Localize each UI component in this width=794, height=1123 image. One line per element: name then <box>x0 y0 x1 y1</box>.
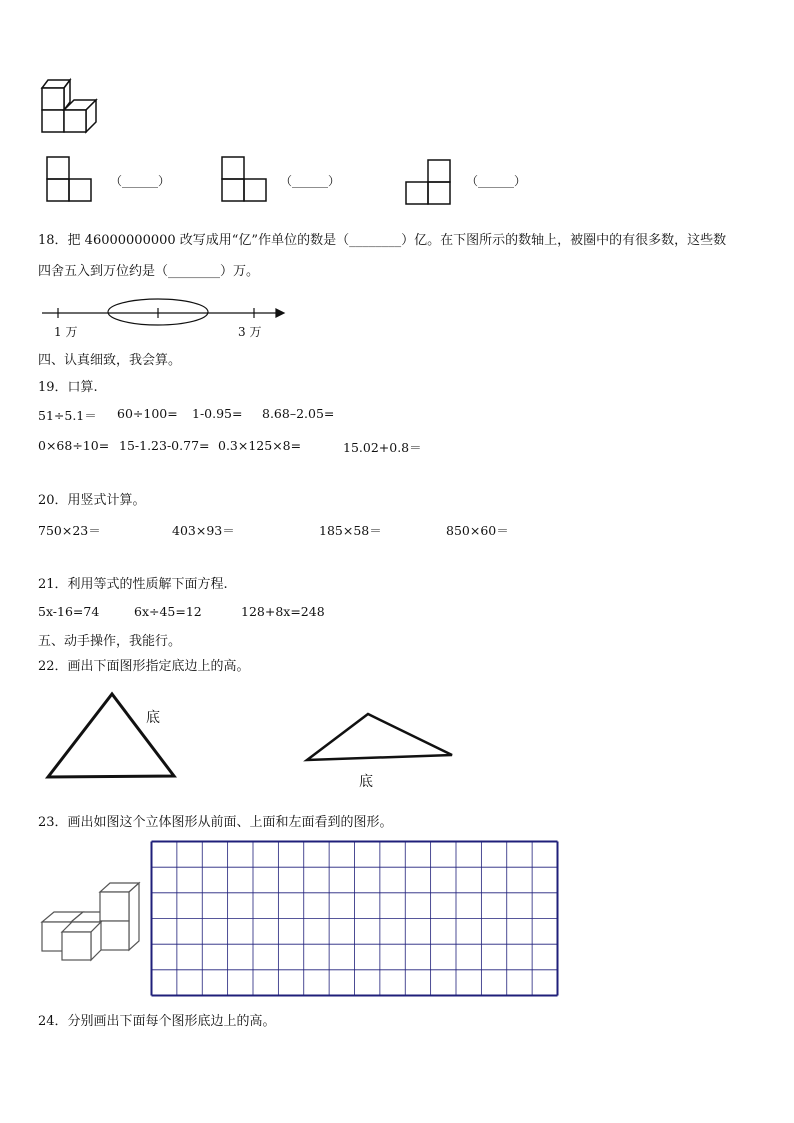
axis-label-left: 1 万 <box>54 325 78 339</box>
q19-row1-item1: 51÷5.1＝ <box>38 408 97 423</box>
q23-title: 23．画出如图这个立体图形从前面、上面和左面看到的图形。 <box>38 815 393 830</box>
q21-item2: 6x÷45=12 <box>134 604 202 619</box>
section4-title: 四、认真细致，我会算。 <box>38 353 182 368</box>
q21-item1: 5x-16=74 <box>38 604 100 619</box>
q18-line1: 18．把 46000000000 改写成用“亿”作单位的数是（________）亿。在下图所示的数轴上，被圈中的有很多数，这些数 <box>38 233 727 248</box>
q20-item3: 185×58＝ <box>319 523 382 538</box>
q19-row2-item3: 0.3×125×8= <box>218 438 302 453</box>
triangle-1-base-label: 底 <box>146 710 160 726</box>
q19-title: 19．口算. <box>38 380 98 395</box>
section5-title: 五、动手操作，我能行。 <box>38 634 182 649</box>
q19-row1-item2: 60÷100= <box>117 406 178 421</box>
axis-label-right: 3 万 <box>238 325 262 339</box>
q21-item3: 128+8x=248 <box>241 604 325 619</box>
q18-line2: 四舍五入到万位约是（________）万。 <box>38 264 260 279</box>
answer-blank-c[interactable]: （______） <box>466 174 527 188</box>
q19-row2-item2: 15-1.23-0.77= <box>119 438 210 453</box>
q19-row2-item4: 15.02+0.8＝ <box>343 440 422 455</box>
q20-item4: 850×60＝ <box>446 523 509 538</box>
q20-item2: 403×93＝ <box>172 523 235 538</box>
answer-blank-b[interactable]: （______） <box>280 174 341 188</box>
q21-title: 21．利用等式的性质解下面方程. <box>38 577 228 592</box>
q19-row2-item1: 0×68÷10= <box>38 438 110 453</box>
q20-title: 20．用竖式计算。 <box>38 493 146 508</box>
q19-row1-item3: 1-0.95= <box>192 406 243 421</box>
q19-row1-item4: 8.68–2.05= <box>262 406 335 421</box>
q20-item1: 750×23＝ <box>38 523 101 538</box>
answer-blank-a[interactable]: （______） <box>110 174 171 188</box>
q24-title: 24．分别画出下面每个图形底边上的高。 <box>38 1014 276 1029</box>
triangle-2-base-label: 底 <box>359 774 373 790</box>
drawing-grid[interactable] <box>151 841 558 996</box>
q22-title: 22．画出下面图形指定底边上的高。 <box>38 659 250 674</box>
